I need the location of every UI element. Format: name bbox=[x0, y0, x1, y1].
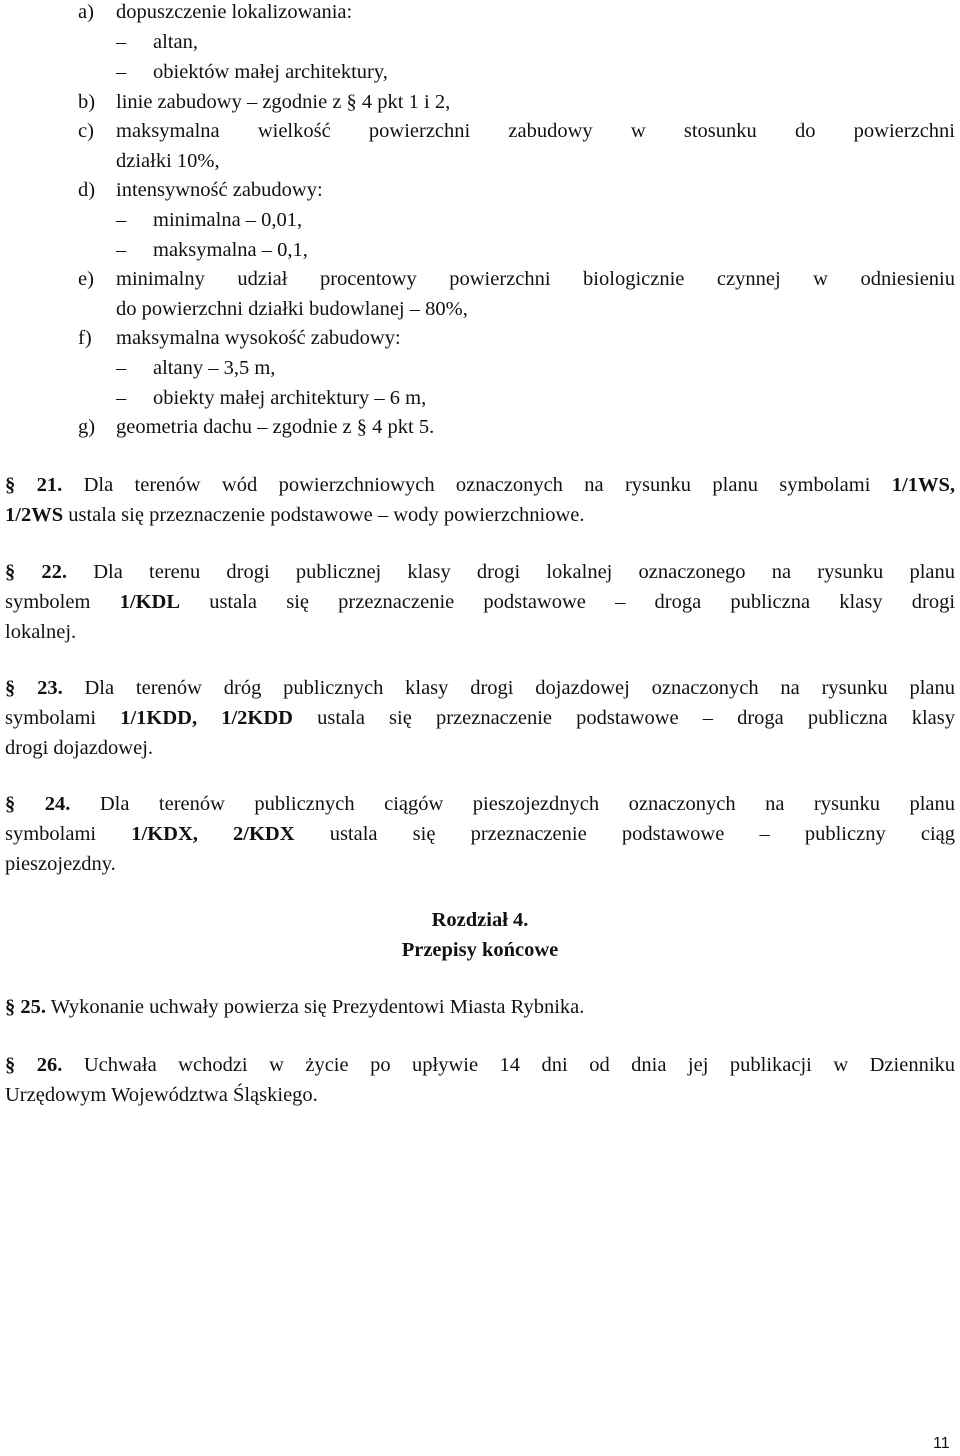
symbol-label: 1/1WS, bbox=[891, 474, 956, 496]
list-text: dopuszczenie lokalizowania: bbox=[116, 1, 353, 23]
paragraph-text: ustala się przeznaczenie podstawowe – droga publiczna klasy bbox=[317, 707, 955, 729]
paragraph-number: § 22. bbox=[5, 561, 68, 583]
paragraph-line bbox=[5, 1050, 955, 1080]
dash-bullet: – bbox=[116, 61, 127, 83]
list-text: linie zabudowy – zgodnie z § 4 pkt 1 i 2, bbox=[116, 91, 451, 113]
list-item-e bbox=[0, 264, 960, 294]
paragraph-line bbox=[5, 1080, 955, 1110]
chapter-heading: Rozdział 4. bbox=[431, 909, 529, 931]
paragraph-text: lokalnej. bbox=[5, 621, 77, 643]
sub-item bbox=[0, 57, 960, 87]
sub-item-text: maksymalna – 0,1, bbox=[153, 239, 308, 261]
paragraph-line bbox=[5, 733, 955, 763]
page-number: 11 bbox=[933, 1435, 950, 1452]
paragraph-text: Dla terenów wód powierzchniowych oznaczonych na rysunku planu symbolami bbox=[83, 474, 871, 496]
paragraph-text: symbolami bbox=[5, 707, 97, 729]
paragraph-number: § 25. bbox=[5, 996, 46, 1018]
dash-bullet: – bbox=[116, 239, 127, 261]
list-item-d bbox=[0, 175, 960, 205]
paragraph-line bbox=[5, 789, 955, 819]
paragraph-21 bbox=[5, 470, 955, 530]
dash-bullet: – bbox=[116, 387, 127, 409]
list-label: f) bbox=[78, 327, 92, 349]
sub-item-text: obiektów małej architektury, bbox=[153, 61, 388, 83]
list-label: b) bbox=[78, 91, 96, 113]
symbol-label: 1/KDL bbox=[119, 591, 180, 613]
paragraph-number: § 23. bbox=[5, 677, 63, 699]
list-text: geometria dachu – zgodnie z § 4 pkt 5. bbox=[116, 416, 435, 438]
paragraph-text: pieszojezdny. bbox=[5, 853, 116, 875]
paragraph-line bbox=[5, 557, 955, 587]
sub-item bbox=[0, 205, 960, 235]
symbol-label: 1/2WS bbox=[5, 504, 64, 526]
list-text: do powierzchni działki budowlanej – 80%, bbox=[116, 298, 468, 320]
paragraph-line bbox=[5, 617, 955, 647]
paragraph-text: drogi dojazdowej. bbox=[5, 737, 154, 759]
paragraph-text: ustala się przeznaczenie podstawowe – wody powierzchniowe. bbox=[68, 504, 585, 526]
paragraph-text: Dla terenów publicznych ciągów pieszojezdnych oznaczonych na rysunku planu bbox=[99, 793, 955, 815]
paragraph-text: symbolami bbox=[5, 823, 97, 845]
paragraph-number: § 21. bbox=[5, 474, 63, 496]
list-continuation bbox=[0, 146, 960, 176]
paragraph-23 bbox=[5, 673, 955, 763]
paragraph-24 bbox=[5, 789, 955, 879]
sub-item-text: altany – 3,5 m, bbox=[153, 357, 276, 379]
paragraph-text: symbolem bbox=[5, 591, 91, 613]
list-label: d) bbox=[78, 179, 96, 201]
list-text: działki 10%, bbox=[116, 150, 220, 172]
list-label: g) bbox=[78, 416, 96, 438]
list-label: c) bbox=[78, 120, 94, 142]
paragraph-number: § 24. bbox=[5, 793, 71, 815]
sub-item-text: altan, bbox=[153, 31, 198, 53]
list-label: e) bbox=[78, 268, 94, 290]
sub-item-text: minimalna – 0,01, bbox=[153, 209, 303, 231]
list-text: maksymalna wielkość powierzchni zabudowy w stosunku do powierzchni bbox=[116, 120, 955, 142]
list-item-f bbox=[0, 323, 960, 353]
list-item-a bbox=[0, 0, 960, 27]
list-text: intensywność zabudowy: bbox=[116, 179, 323, 201]
paragraph-text: Dla terenu drogi publicznej klasy drogi lokalnej oznaczonego na rysunku planu bbox=[93, 561, 956, 583]
dash-bullet: – bbox=[116, 357, 127, 379]
symbol-label: 1/1KDD, 1/2KDD bbox=[120, 707, 293, 729]
paragraph-26 bbox=[5, 1050, 955, 1110]
paragraph-text: Dla terenów dróg publicznych klasy drogi dojazdowej oznaczonych na rysunku planu bbox=[84, 677, 955, 699]
paragraph-22 bbox=[5, 557, 955, 647]
paragraph-text: Urzędowym Województwa Śląskiego. bbox=[5, 1084, 318, 1106]
paragraph-25 bbox=[5, 992, 955, 1022]
paragraph-number: § 26. bbox=[5, 1054, 63, 1076]
list-text: maksymalna wysokość zabudowy: bbox=[116, 327, 401, 349]
list-item-b bbox=[0, 87, 960, 117]
paragraph-line bbox=[5, 819, 955, 849]
paragraph-text: ustala się przeznaczenie podstawowe – droga publiczna klasy drogi bbox=[209, 591, 956, 613]
list-item-c bbox=[0, 116, 960, 146]
list-text: minimalny udział procentowy powierzchni biologicznie czynnej w odniesieniu bbox=[116, 268, 955, 290]
paragraph-line bbox=[5, 849, 955, 879]
paragraph-line bbox=[5, 673, 955, 703]
paragraph-line bbox=[5, 500, 955, 530]
sub-item bbox=[0, 383, 960, 413]
chapter-title: Przepisy końcowe bbox=[401, 939, 559, 961]
paragraph-text: Wykonanie uchwały powierza się Prezydentowi Miasta Rybnika. bbox=[50, 996, 585, 1018]
paragraph-line bbox=[5, 703, 955, 733]
paragraph-line bbox=[5, 587, 955, 617]
list-item-g bbox=[0, 412, 960, 442]
symbol-label: 1/KDX, 2/KDX bbox=[131, 823, 295, 845]
paragraph-text: Uchwała wchodzi w życie po upływie 14 dni od dnia jej publikacji w Dzienniku bbox=[83, 1054, 956, 1076]
list-label: a) bbox=[78, 1, 94, 23]
paragraph-text: ustala się przeznaczenie podstawowe – publiczny ciąg bbox=[329, 823, 955, 845]
sub-item bbox=[0, 235, 960, 265]
dash-bullet: – bbox=[116, 31, 127, 53]
sub-item bbox=[0, 353, 960, 383]
paragraph-line bbox=[5, 992, 955, 1022]
paragraph-line bbox=[5, 470, 955, 500]
list-continuation bbox=[0, 294, 960, 324]
dash-bullet: – bbox=[116, 209, 127, 231]
sub-item-text: obiekty małej architektury – 6 m, bbox=[153, 387, 427, 409]
sub-item bbox=[0, 27, 960, 57]
